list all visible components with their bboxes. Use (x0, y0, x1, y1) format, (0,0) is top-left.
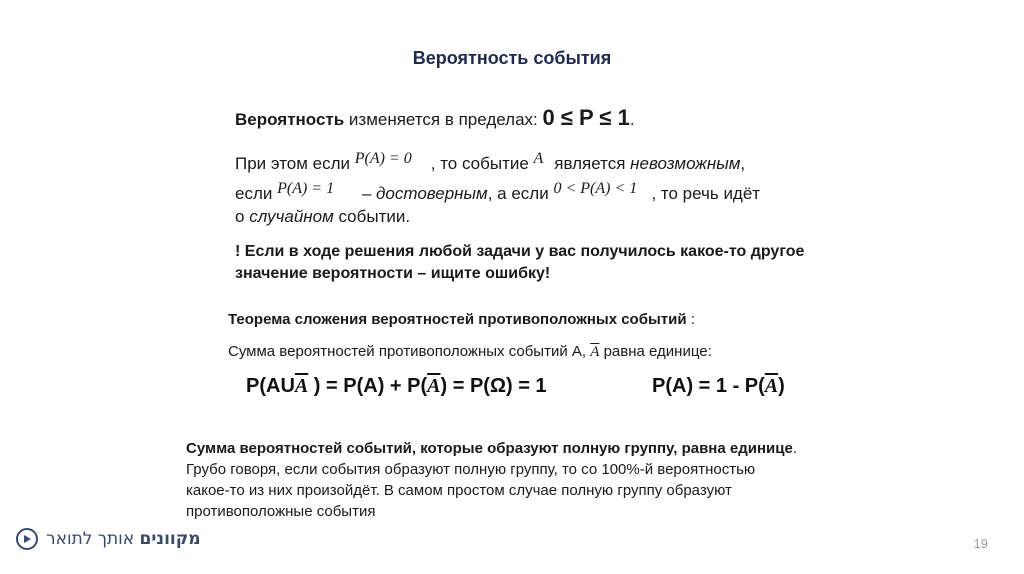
impossible-word: невозможным (630, 154, 741, 173)
logo-text (46, 529, 201, 549)
range-rest: изменяется в пределах: (344, 110, 543, 129)
warning-line-1: ! Если в ходе решения любой задачи у вас получилось какое-то другое (235, 243, 805, 260)
condition-line-2 (235, 180, 761, 204)
theorem-heading-text: Теорема сложения вероятностей противоположных событий (228, 311, 687, 328)
full-group-paragraph (186, 438, 797, 522)
formula2-part-b: ) (778, 375, 785, 397)
formula1-part-c: ) = P(Ω) = 1 (440, 375, 547, 397)
warning-line-2: значение вероятности – ищите ошибку! (235, 265, 551, 282)
line1-text-a: При этом если (235, 154, 355, 173)
warning-note (235, 241, 804, 285)
theorem-colon: : (686, 311, 695, 328)
line2-text-b: – (357, 184, 376, 203)
theorem-statement (228, 343, 712, 361)
full-group-line-4: противоположные события (186, 503, 376, 520)
page-title: Вероятность события (412, 48, 612, 68)
page-number: 19 (973, 536, 988, 551)
probability-range-line (235, 105, 635, 131)
logo-text-part-1: מקוונים (139, 529, 201, 549)
full-group-line-2: Грубо говоря, если события образуют полную группу, то со 100%-й вероятностью (186, 461, 756, 478)
logo-text-part-2: אותך לתואר (46, 529, 135, 549)
formula1-part-b: ) = P(A) + P( (308, 375, 428, 397)
condition-line-3 (235, 207, 410, 227)
full-group-dot: . (792, 440, 797, 457)
formula1-complement-a-2: $\overline{A}$ (427, 375, 441, 397)
random-word: случайном (249, 207, 334, 226)
full-group-bold: Сумма вероятностей событий, которые образуют полную группу, равна единице (186, 440, 793, 457)
range-dot: . (629, 110, 635, 129)
line2-text-d: , то речь идёт (651, 184, 761, 203)
line2-text-c: , а если (487, 184, 554, 203)
formula-p-a-between: 0 < P(A) < 1 (553, 180, 638, 197)
full-group-line-1 (186, 438, 797, 459)
formula-p-a-equals-0: P(A) = 0 (354, 150, 412, 167)
line3-text-b: событии. (333, 207, 411, 226)
theorem-text-b: равна единице: (599, 343, 712, 360)
certain-word: достоверным (376, 184, 488, 203)
event-a-complement: $\overline{A}$ (590, 344, 600, 360)
formula1-part-a: P(AU (246, 375, 295, 397)
range-inequality: 0 ≤ P ≤ 1 (542, 105, 630, 130)
formula2-complement-a: $\overline{A}$ (764, 375, 779, 397)
line1-text-c: является (549, 154, 631, 173)
footer-logo (16, 528, 201, 550)
line1-text-d: , (740, 154, 746, 173)
line2-text-a: если (235, 184, 278, 203)
formula-event-a: A (533, 150, 544, 167)
full-group-line-3: какое-то из них произойдёт. В самом простом случае полную группу образуют (186, 482, 732, 499)
play-circle-icon (16, 528, 38, 550)
line3-text-a: о (235, 207, 250, 226)
formula-sum-of-complements (246, 375, 547, 398)
formula1-complement-a: $\overline{A}$ (294, 375, 309, 397)
line1-text-b: , то событие (430, 154, 534, 173)
condition-line-1 (235, 150, 746, 174)
range-lead: Вероятность (235, 110, 345, 129)
formula2-part-a: P(A) = 1 - P( (652, 375, 765, 397)
theorem-text-a: Сумма вероятностей противоположных событий А, (228, 343, 591, 360)
formula-p-a-equals-1: P(A) = 1 (277, 180, 335, 197)
theorem-heading (228, 311, 695, 328)
formula-complement-probability (652, 375, 785, 398)
